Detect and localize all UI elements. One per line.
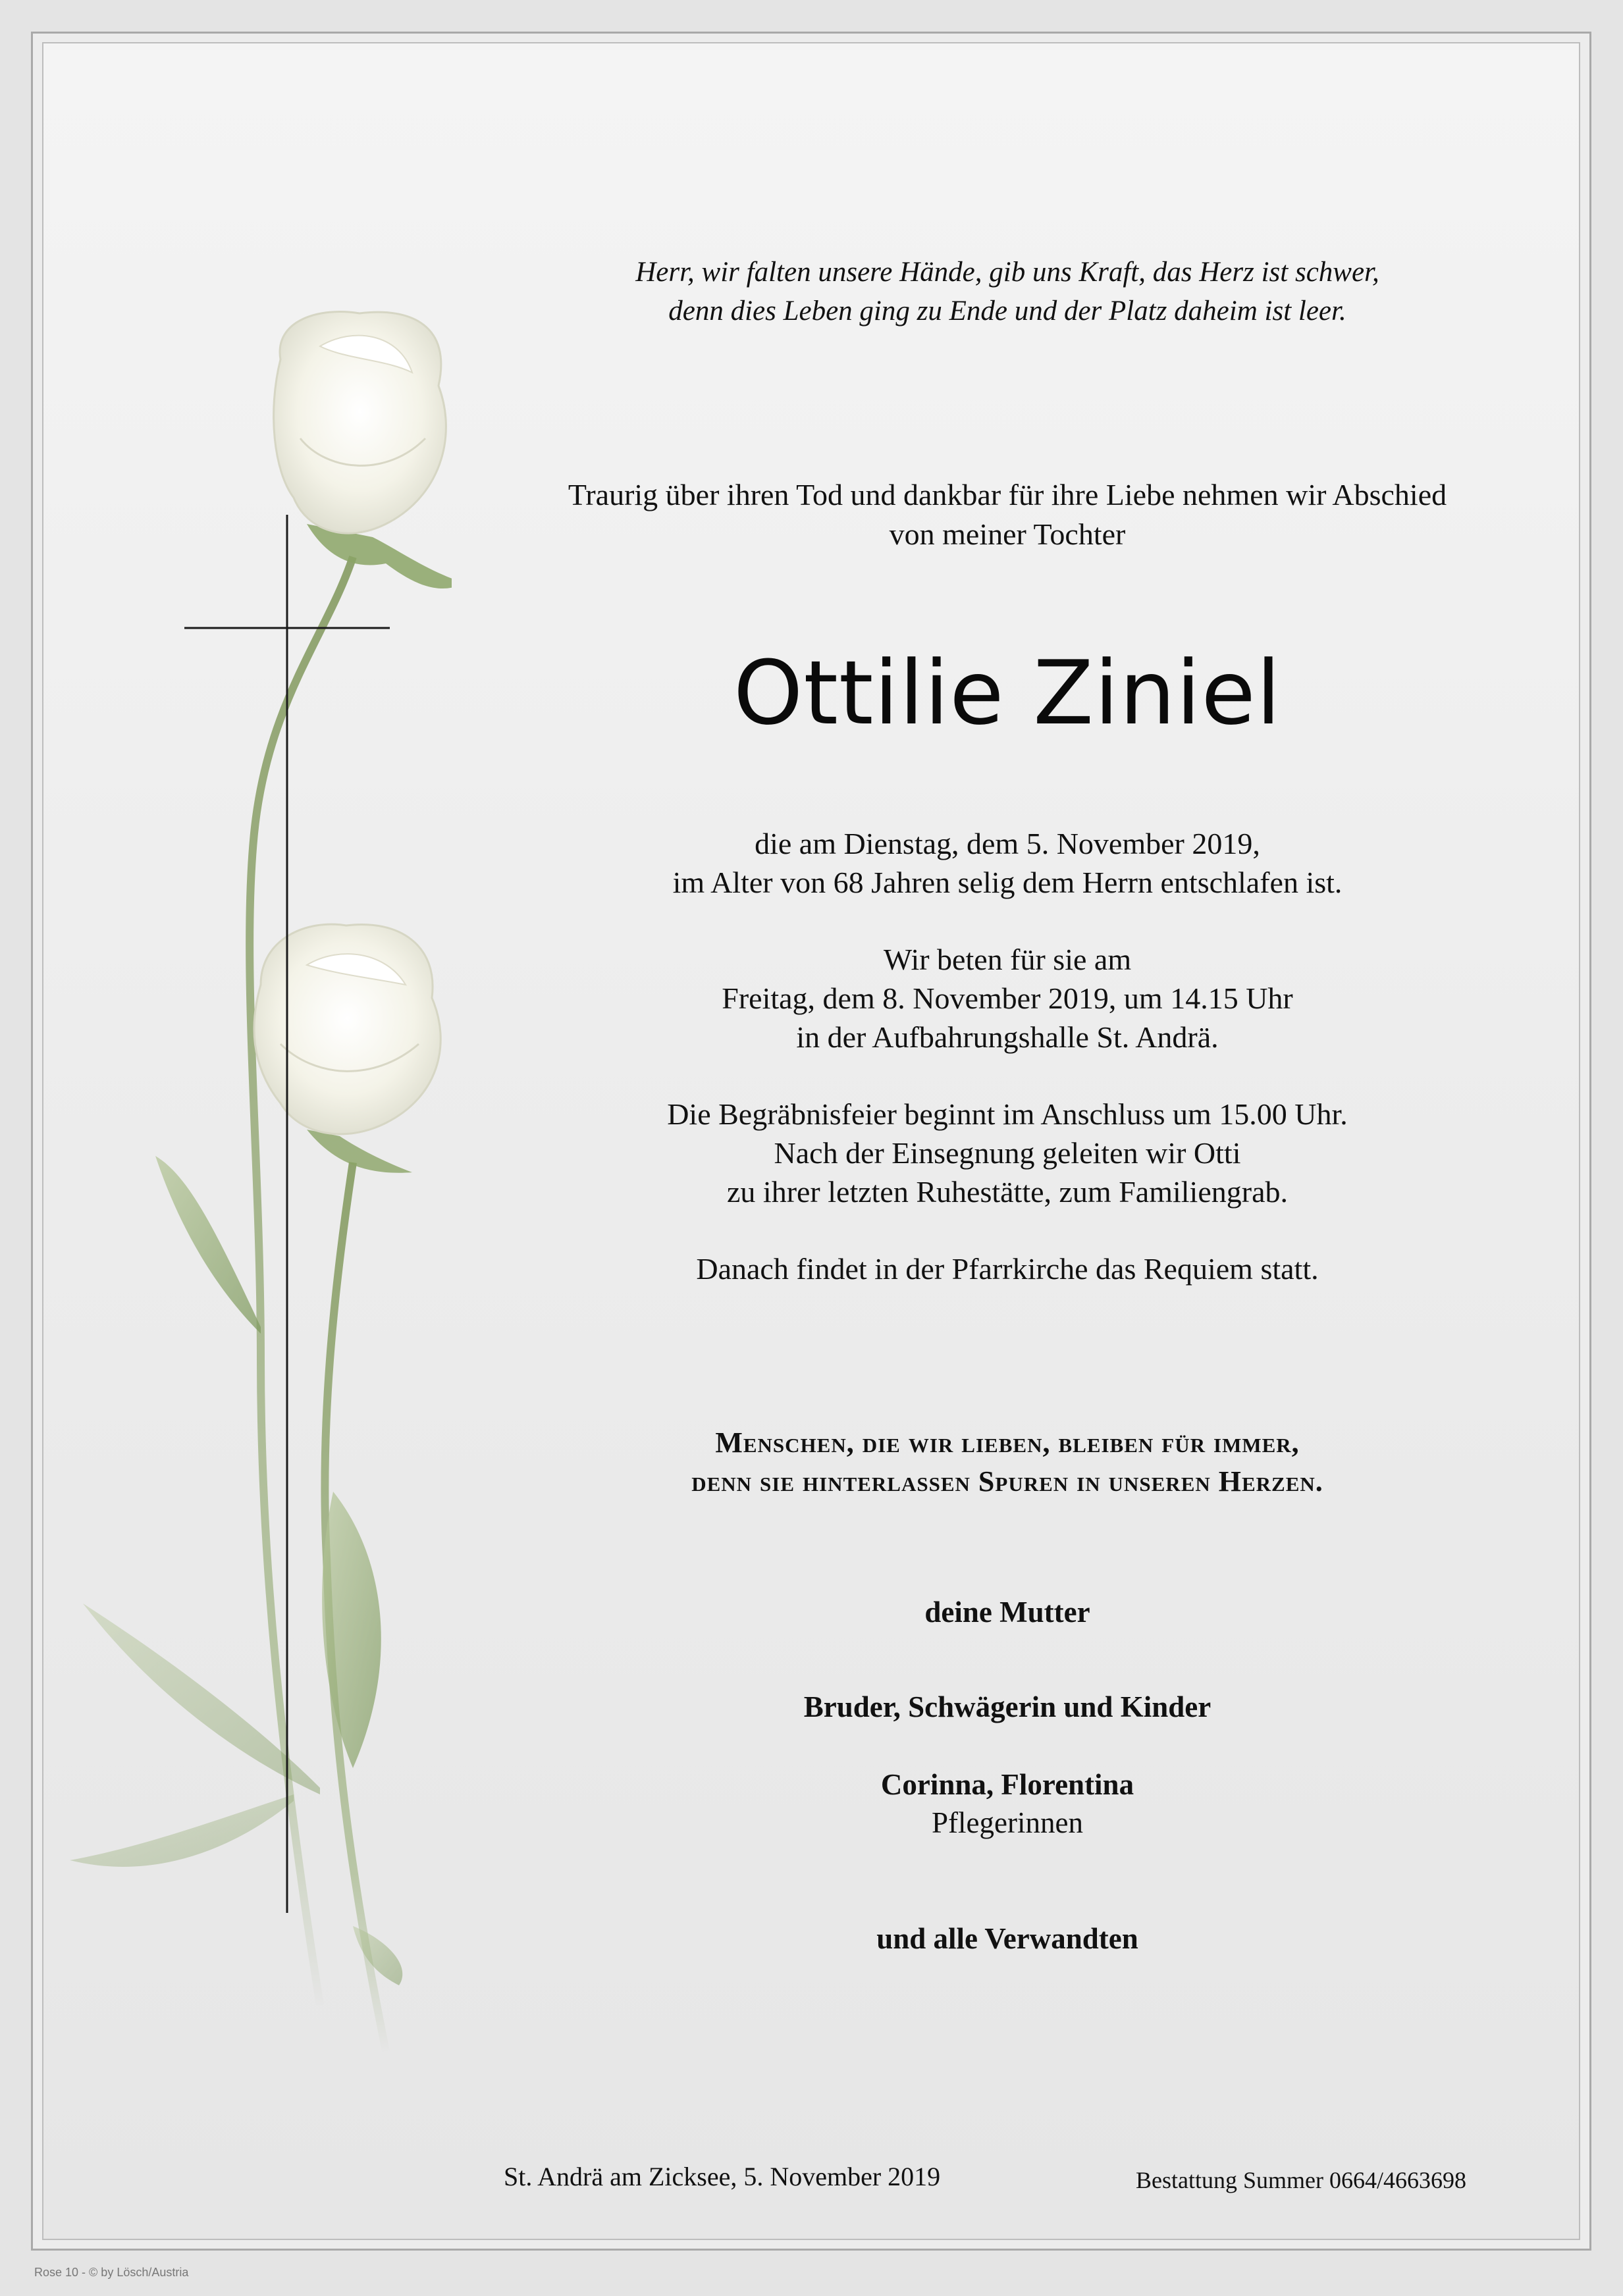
white-roses-illustration <box>43 43 452 2084</box>
rose-sepal <box>307 1130 412 1173</box>
funeral-line: Nach der Einsegnung geleiten wir Otti <box>774 1136 1241 1170</box>
quote-line: denn sie hinterlassen Spuren in unseren Herzen. <box>691 1465 1323 1498</box>
prayer-line: Wir beten für sie am <box>883 943 1132 976</box>
mourner-siblings: Bruder, Schwägerin und Kinder <box>803 1690 1211 1723</box>
funeral-line: zu ihrer letzten Ruhestätte, zum Familiengrab. <box>727 1175 1288 1209</box>
deceased-name: Ottilie Ziniel <box>733 642 1282 744</box>
mourner-relatives: und alle Verwandten <box>876 1922 1138 1955</box>
mourner-carers-role: Pflegerinnen <box>932 1806 1083 1839</box>
rose-leaf <box>322 1492 381 1768</box>
details <box>500 824 1514 1288</box>
rose-bloom-upper <box>274 312 446 534</box>
mourner-carers-names: Corinna, Florentina <box>880 1768 1134 1801</box>
funeral-line: Die Begräbnisfeier beginnt im Anschluss um 15.00 Uhr. <box>667 1097 1348 1131</box>
verse-line: denn dies Leben ging zu Ende und der Platz daheim ist leer. <box>668 296 1346 326</box>
place-date: St. Andrä am Zicksee, 5. November 2019 <box>504 2162 941 2191</box>
rose-leaf <box>83 1604 320 1794</box>
death-line: die am Dienstag, dem 5. November 2019, <box>755 827 1260 860</box>
mourners <box>500 1593 1514 1958</box>
undertaker-contact: Bestattung Summer 0664/4663698 <box>1136 2167 1466 2193</box>
rose-leaf <box>353 1926 402 1985</box>
intro-line: Traurig über ihren Tod und dankbar für ihre Liebe nehmen wir Abschied <box>568 478 1447 511</box>
prayer-line: in der Aufbahrungshalle St. Andrä. <box>796 1020 1219 1054</box>
quote-line: Menschen, die wir lieben, bleiben für immer, <box>715 1426 1300 1459</box>
verse <box>500 253 1514 330</box>
verse-line: Herr, wir falten unsere Hände, gib uns Kraft, das Herz ist schwer, <box>635 257 1379 288</box>
prayer-line: Freitag, dem 8. November 2019, um 14.15 Uhr <box>722 981 1293 1015</box>
rose-leaf <box>70 1794 294 1867</box>
death-line: im Alter von 68 Jahren selig dem Herrn entschlafen ist. <box>672 866 1343 899</box>
rose-sepal <box>307 524 452 588</box>
memorial-quote <box>500 1423 1514 1501</box>
image-credit: Rose 10 - © by Lösch/Austria <box>34 2266 189 2279</box>
intro-text <box>500 475 1514 554</box>
rose-bloom-lower <box>254 924 440 1134</box>
requiem-line: Danach findet in der Pfarrkirche das Requiem statt. <box>696 1252 1319 1286</box>
funeral-paragraph <box>500 1095 1514 1211</box>
mourner-mother: deine Mutter <box>924 1596 1090 1629</box>
intro-line: von meiner Tochter <box>889 517 1126 551</box>
rose-leaf <box>155 1156 261 1334</box>
death-paragraph <box>500 824 1514 902</box>
prayer-paragraph <box>500 940 1514 1057</box>
